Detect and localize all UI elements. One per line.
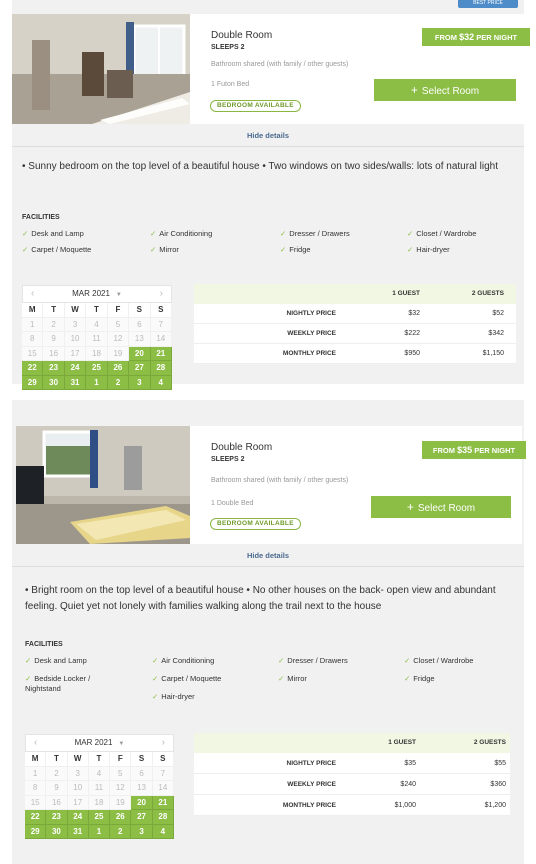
price-1-guest: $222 xyxy=(404,330,420,337)
check-icon: ✓ xyxy=(278,656,285,665)
price-prefix: FROM xyxy=(432,446,456,455)
header-1-guest: 1 GUEST xyxy=(392,290,420,297)
calendar-weekday: T xyxy=(43,303,64,318)
facility-label: Hair-dryer xyxy=(416,245,450,254)
calendar-month: MAR 2021 xyxy=(74,738,113,747)
calendar-day-past: 3 xyxy=(65,318,86,333)
facility-item xyxy=(22,245,91,255)
calendar-day-available[interactable]: 27 xyxy=(131,810,152,825)
calendar-day-past: 12 xyxy=(110,781,131,796)
facility-item xyxy=(25,674,120,694)
price-row-label: NIGHTLY PRICE xyxy=(286,760,336,767)
calendar-day-available[interactable]: 27 xyxy=(129,361,150,376)
price-table xyxy=(194,733,510,816)
facility-item xyxy=(152,656,214,666)
facility-label: Dresser / Drawers xyxy=(287,656,348,665)
header-2-guests: 2 GUESTS xyxy=(473,739,506,746)
calendar-header xyxy=(25,734,174,752)
room-photo xyxy=(12,14,190,124)
calendar-weekday: T xyxy=(89,752,110,767)
calendar-day-past: 19 xyxy=(110,796,131,811)
calendar-day-past: 9 xyxy=(43,332,64,347)
price-prefix: FROM xyxy=(434,33,458,42)
facility-label: Carpet / Moquette xyxy=(161,674,222,683)
room-card xyxy=(16,426,522,544)
price-tag xyxy=(422,28,530,46)
facility-label: Desk and Lamp xyxy=(34,656,87,665)
calendar-day-past: 10 xyxy=(68,781,89,796)
price-row xyxy=(194,795,510,816)
chevron-right-icon[interactable]: › xyxy=(161,737,165,748)
calendar-day-past: 15 xyxy=(22,347,43,362)
price-1-guest: $32 xyxy=(408,310,420,317)
price-amount: $32 xyxy=(459,32,475,42)
price-2-guests: $52 xyxy=(492,310,504,317)
calendar-day-past: 2 xyxy=(46,767,67,782)
calendar-day-past: 3 xyxy=(68,767,89,782)
price-row xyxy=(194,344,516,364)
room-photo xyxy=(16,426,190,544)
calendar-day-available[interactable]: 31 xyxy=(68,825,89,840)
calendar-day-available[interactable]: 30 xyxy=(43,376,64,391)
calendar-day-past: 16 xyxy=(46,796,67,811)
price-row xyxy=(194,324,516,344)
price-row-label: MONTHLY PRICE xyxy=(282,802,336,809)
calendar-day-past: 18 xyxy=(89,796,110,811)
chevron-down-icon[interactable]: ▼ xyxy=(118,741,125,747)
calendar-weekday: S xyxy=(129,303,150,318)
check-icon: ✓ xyxy=(280,245,287,254)
calendar-day-past: 6 xyxy=(129,318,150,333)
room-listing-1 xyxy=(12,0,524,387)
calendar-weekday: S xyxy=(153,752,174,767)
calendar-day-available[interactable]: 28 xyxy=(151,361,172,376)
price-2-guests: $360 xyxy=(490,781,506,788)
chevron-down-icon[interactable]: ▼ xyxy=(115,292,122,298)
facility-label: Fridge xyxy=(289,245,311,254)
calendar-day-past: 1 xyxy=(22,318,43,333)
facility-label: Air Conditioning xyxy=(159,229,213,238)
price-row-label: WEEKLY PRICE xyxy=(287,781,336,788)
select-room-label: Select Room xyxy=(417,503,476,514)
calendar-day-available[interactable]: 4 xyxy=(151,376,172,391)
price-1-guest: $950 xyxy=(404,350,420,357)
calendar-day-past: 5 xyxy=(110,767,131,782)
room-long-description: • Bright room on the top level of a beautiful house • No other houses on the back- open view and abundant feeling. Quiet yet not lonely with families walking along the trail next to the house xyxy=(25,585,496,612)
availability-calendar xyxy=(25,734,174,839)
facility-item xyxy=(150,245,179,255)
availability-badge: BEDROOM AVAILABLE xyxy=(210,518,301,530)
calendar-weekday: M xyxy=(25,752,46,767)
facility-label: Desk and Lamp xyxy=(31,229,84,238)
facility-item xyxy=(404,674,435,684)
price-2-guests: $1,150 xyxy=(482,350,504,357)
calendar-day-past: 7 xyxy=(151,318,172,333)
calendar-day-past: 14 xyxy=(151,332,172,347)
calendar-day-available[interactable]: 25 xyxy=(89,810,110,825)
calendar-weekday: F xyxy=(108,303,129,318)
facility-label: Bedside Locker / Nightstand xyxy=(25,674,91,693)
facility-item xyxy=(150,229,212,239)
price-1-guest: $35 xyxy=(404,760,416,767)
calendar-day-available[interactable]: 1 xyxy=(86,376,107,391)
select-room-button[interactable] xyxy=(374,79,516,101)
calendar-day-past: 16 xyxy=(43,347,64,362)
price-row xyxy=(194,774,510,795)
chevron-left-icon[interactable]: ‹ xyxy=(31,288,35,299)
check-icon: ✓ xyxy=(152,674,159,683)
calendar-day-available[interactable]: 20 xyxy=(131,796,152,811)
facilities-title: FACILITIES xyxy=(22,214,60,221)
calendar-day-available[interactable]: 2 xyxy=(110,825,131,840)
calendar-day-past: 6 xyxy=(131,767,152,782)
calendar-day-available[interactable]: 2 xyxy=(108,376,129,391)
check-icon: ✓ xyxy=(407,229,414,238)
calendar-day-available[interactable]: 29 xyxy=(22,376,43,391)
plus-icon: + xyxy=(410,83,418,97)
price-suffix: PER NIGHT xyxy=(474,446,516,455)
check-icon: ✓ xyxy=(404,674,411,683)
calendar-day-past: 10 xyxy=(65,332,86,347)
room-name: Double Room xyxy=(211,442,273,453)
calendar-weekday: W xyxy=(68,752,89,767)
check-icon: ✓ xyxy=(150,229,157,238)
calendar-day-available[interactable]: 22 xyxy=(25,810,46,825)
room-bathroom-note: Bathroom shared (with family / other guests) xyxy=(211,61,349,68)
calendar-day-available[interactable]: 20 xyxy=(129,347,150,362)
calendar-day-past: 17 xyxy=(65,347,86,362)
price-table-header xyxy=(194,284,516,304)
facility-item xyxy=(280,245,311,255)
calendar-weekday: T xyxy=(46,752,67,767)
calendar-day-past: 8 xyxy=(22,332,43,347)
price-row xyxy=(194,753,510,774)
price-amount: $35 xyxy=(457,445,473,455)
calendar-weekday: F xyxy=(110,752,131,767)
price-suffix: PER NIGHT xyxy=(476,33,518,42)
price-row xyxy=(194,304,516,324)
room-sleeps: SLEEPS 2 xyxy=(211,44,245,51)
calendar-day-past: 9 xyxy=(46,781,67,796)
price-table xyxy=(194,284,516,364)
price-2-guests: $1,200 xyxy=(484,802,506,809)
plus-icon: + xyxy=(406,500,414,514)
facility-item xyxy=(22,229,84,239)
calendar-day-past: 14 xyxy=(153,781,174,796)
divider xyxy=(12,146,524,147)
calendar-day-available[interactable]: 23 xyxy=(46,810,67,825)
calendar-day-available[interactable]: 26 xyxy=(108,361,129,376)
price-row-label: MONTHLY PRICE xyxy=(282,350,336,357)
calendar-grid xyxy=(25,752,174,839)
facility-label: Closet / Wardrobe xyxy=(413,656,474,665)
facility-label: Mirror xyxy=(159,245,179,254)
facility-item xyxy=(280,229,350,239)
calendar-day-available[interactable]: 24 xyxy=(65,361,86,376)
facility-label: Dresser / Drawers xyxy=(289,229,350,238)
calendar-weekday: M xyxy=(22,303,43,318)
facility-label: Mirror xyxy=(287,674,307,683)
calendar-day-available[interactable]: 28 xyxy=(153,810,174,825)
best-price-badge: BEST PRICE xyxy=(458,0,518,8)
check-icon: ✓ xyxy=(150,245,157,254)
calendar-day-available[interactable]: 31 xyxy=(65,376,86,391)
calendar-day-past: 4 xyxy=(86,318,107,333)
check-icon: ✓ xyxy=(22,229,29,238)
calendar-month: MAR 2021 xyxy=(72,289,110,298)
calendar-day-available[interactable]: 23 xyxy=(43,361,64,376)
calendar-header xyxy=(22,285,172,303)
check-icon: ✓ xyxy=(404,656,411,665)
calendar-day-past: 19 xyxy=(108,347,129,362)
chevron-right-icon[interactable]: › xyxy=(159,288,163,299)
calendar-day-available[interactable]: 25 xyxy=(86,361,107,376)
calendar-day-past: 4 xyxy=(89,767,110,782)
calendar-weekday: S xyxy=(151,303,172,318)
facility-item xyxy=(278,656,348,666)
check-icon: ✓ xyxy=(407,245,414,254)
chevron-left-icon[interactable]: ‹ xyxy=(34,737,38,748)
room-name: Double Room xyxy=(211,30,273,41)
check-icon: ✓ xyxy=(22,245,29,254)
calendar-day-available[interactable]: 29 xyxy=(25,825,46,840)
facilities-title: FACILITIES xyxy=(25,641,63,648)
calendar-day-past: 2 xyxy=(43,318,64,333)
calendar-day-past: 1 xyxy=(25,767,46,782)
calendar-day-available[interactable]: 1 xyxy=(89,825,110,840)
availability-calendar xyxy=(22,285,172,390)
calendar-grid xyxy=(22,303,172,390)
room-long-description: • Sunny bedroom on the top level of a beautiful house • Two windows on two sides/walls: lots of natural light xyxy=(22,161,498,172)
header-2-guests: 2 GUESTS xyxy=(471,290,504,297)
check-icon: ✓ xyxy=(280,229,287,238)
price-row-label: NIGHTLY PRICE xyxy=(286,310,336,317)
calendar-day-past: 15 xyxy=(25,796,46,811)
facility-label: Fridge xyxy=(413,674,435,683)
check-icon: ✓ xyxy=(152,656,159,665)
price-1-guest: $240 xyxy=(400,781,416,788)
price-row-label: WEEKLY PRICE xyxy=(287,330,336,337)
facility-item xyxy=(407,245,450,255)
check-icon: ✓ xyxy=(152,692,159,701)
calendar-day-available[interactable]: 3 xyxy=(129,376,150,391)
header-1-guest: 1 GUEST xyxy=(388,739,416,746)
facility-item xyxy=(152,674,221,684)
price-2-guests: $55 xyxy=(494,760,506,767)
calendar-day-past: 18 xyxy=(86,347,107,362)
hide-details-link[interactable]: Hide details xyxy=(246,131,290,140)
facility-label: Air Conditioning xyxy=(161,656,215,665)
availability-badge: BEDROOM AVAILABLE xyxy=(210,100,301,112)
calendar-day-past: 11 xyxy=(86,332,107,347)
check-icon: ✓ xyxy=(25,656,32,665)
facility-label: Hair-dryer xyxy=(161,692,195,701)
room-listing-2 xyxy=(12,400,524,864)
hide-details-link[interactable]: Hide details xyxy=(246,551,290,560)
facility-item xyxy=(407,229,476,239)
room-card xyxy=(12,14,524,124)
calendar-weekday: T xyxy=(86,303,107,318)
calendar-day-available[interactable]: 30 xyxy=(46,825,67,840)
calendar-day-past: 5 xyxy=(108,318,129,333)
calendar-day-available[interactable]: 24 xyxy=(68,810,89,825)
calendar-day-past: 11 xyxy=(89,781,110,796)
facility-label: Closet / Wardrobe xyxy=(416,229,477,238)
check-icon: ✓ xyxy=(278,674,285,683)
calendar-day-available[interactable]: 22 xyxy=(22,361,43,376)
calendar-day-past: 7 xyxy=(153,767,174,782)
select-room-label: Select Room xyxy=(421,86,480,97)
facility-item xyxy=(278,674,307,684)
facility-item xyxy=(25,656,87,666)
calendar-day-past: 12 xyxy=(108,332,129,347)
check-icon: ✓ xyxy=(25,674,32,683)
calendar-day-past: 8 xyxy=(25,781,46,796)
price-1-guest: $1,000 xyxy=(394,802,416,809)
room-bed-type: 1 Futon Bed xyxy=(211,81,250,88)
calendar-day-available[interactable]: 3 xyxy=(131,825,152,840)
calendar-day-past: 17 xyxy=(68,796,89,811)
calendar-weekday: W xyxy=(65,303,86,318)
price-table-header xyxy=(194,733,510,753)
facility-item xyxy=(404,656,473,666)
facility-label: Carpet / Moquette xyxy=(31,245,92,254)
calendar-day-available[interactable]: 21 xyxy=(151,347,172,362)
calendar-day-available[interactable]: 4 xyxy=(153,825,174,840)
calendar-day-available[interactable]: 26 xyxy=(110,810,131,825)
price-2-guests: $342 xyxy=(488,330,504,337)
facility-item xyxy=(152,692,195,702)
price-tag xyxy=(422,441,526,459)
select-room-button[interactable] xyxy=(371,496,511,518)
room-bathroom-note: Bathroom shared (with family / other guests) xyxy=(211,477,349,484)
calendar-day-available[interactable]: 21 xyxy=(153,796,174,811)
room-sleeps: SLEEPS 2 xyxy=(211,456,245,463)
calendar-weekday: S xyxy=(131,752,152,767)
calendar-day-past: 13 xyxy=(129,332,150,347)
room-bed-type: 1 Double Bed xyxy=(211,500,254,507)
divider xyxy=(12,566,524,567)
calendar-day-past: 13 xyxy=(131,781,152,796)
